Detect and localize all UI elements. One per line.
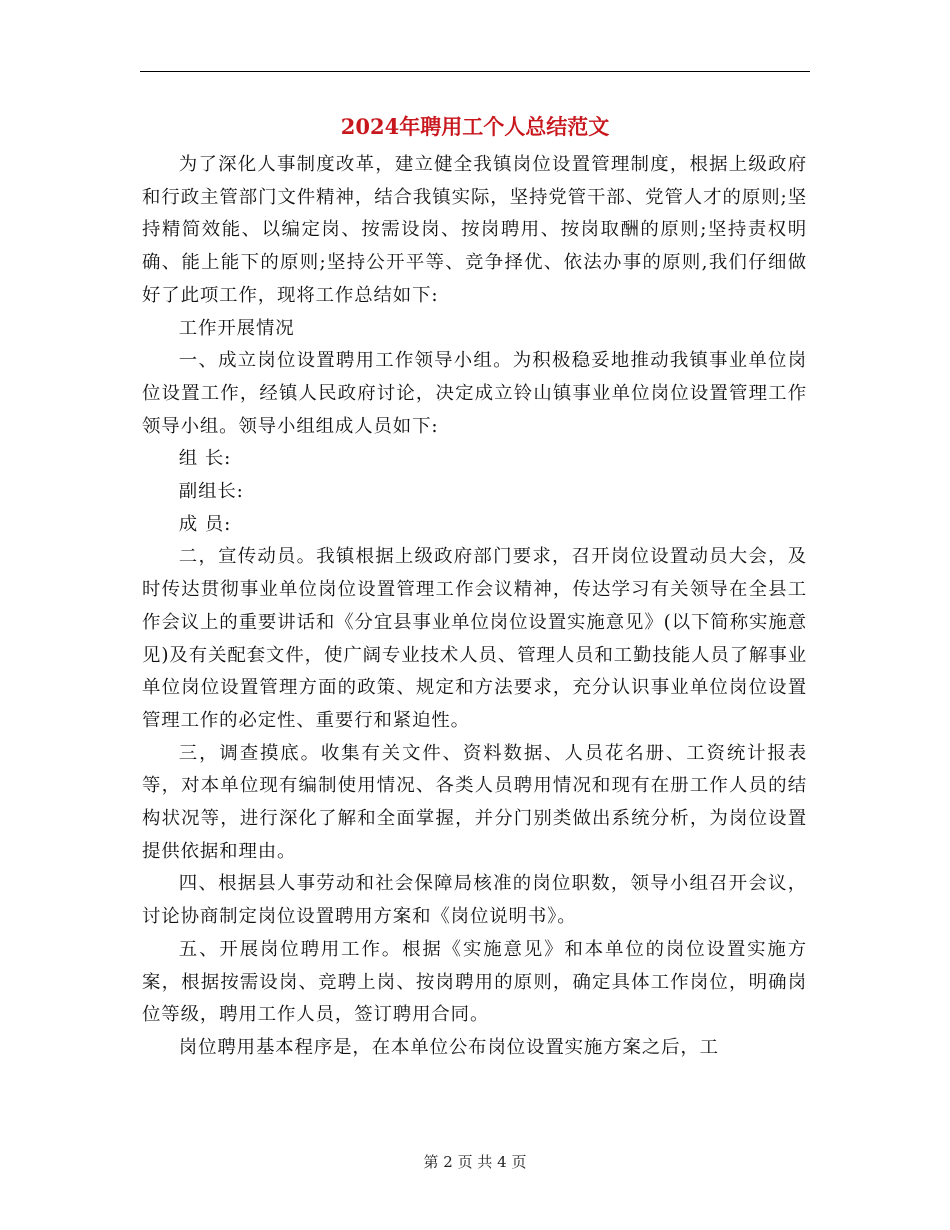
paragraph: 二，宣传动员。我镇根据上级政府部门要求，召开岗位设置动员大会，及时传达贯彻事业单位岗位设置管理工作会议精神，传达学习有关领导在全县工作会议上的重要讲话和《分宜县事业单位岗位设置实施意见》(以下简称实施意见)及有关配套文件，使广阔专业技术人员、管理人员和工勤技能人员了解事业单位岗位设置管理方面的政策、规定和方法要求，充分认识事业单位岗位设置管理工作的必定性、重要行和紧迫性。 <box>142 546 807 731</box>
paragraph: 成 员: <box>178 513 232 535</box>
paragraph: 副组长: <box>178 481 244 503</box>
paragraph: 五、开展岗位聘用工作。根据《实施意见》和本单位的岗位设置实施方案，根据按需设岗、竞聘上岗、按岗聘用的原则，确定具体工作岗位，明确岗位等级，聘用工作人员，签订聘用合同。 <box>142 938 807 1026</box>
paragraph: 一、成立岗位设置聘用工作领导小组。为积极稳妥地推动我镇事业单位岗位设置工作，经镇人民政府讨论，决定成立铃山镇事业单位岗位设置管理工作领导小组。领导小组组成人员如下: <box>142 350 807 437</box>
document-title: 2024年聘用工个人总结范文 <box>340 114 610 139</box>
page-footer: 第 2 页 共 4 页 <box>423 1153 527 1171</box>
paragraph: 工作开展情况 <box>178 317 295 339</box>
document-body <box>142 149 807 1065</box>
paragraph: 岗位聘用基本程序是，在本单位公布岗位设置实施方案之后，工 <box>178 1036 719 1058</box>
paragraph: 三，调查摸底。收集有关文件、资料数据、人员花名册、工资统计报表等，对本单位现有编制使用情况、各类人员聘用情况和现有在册工作人员的结构状况等，进行深化了解和全面掌握，并分门别类做出系统分析，为岗位设置提供依据和理由。 <box>142 742 807 862</box>
paragraph: 四、根据县人事劳动和社会保障局核准的岗位职数，领导小组召开会议，讨论协商制定岗位设置聘用方案和《岗位说明书》。 <box>142 873 807 928</box>
paragraph: 为了深化人事制度改革，建立健全我镇岗位设置管理制度，根据上级政府和行政主管部门文件精神，结合我镇实际，坚持党管干部、党管人才的原则;坚持精简效能、以编定岗、按需设岗、按岗聘用、按岗取酬的原则;坚持责权明确、能上能下的原则;坚持公开平等、竞争择优、依法办事的原则,我们仔细做好了此项工作，现将工作总结如下: <box>142 154 807 306</box>
header-rule <box>140 71 810 72</box>
paragraph: 组 长: <box>178 448 232 470</box>
